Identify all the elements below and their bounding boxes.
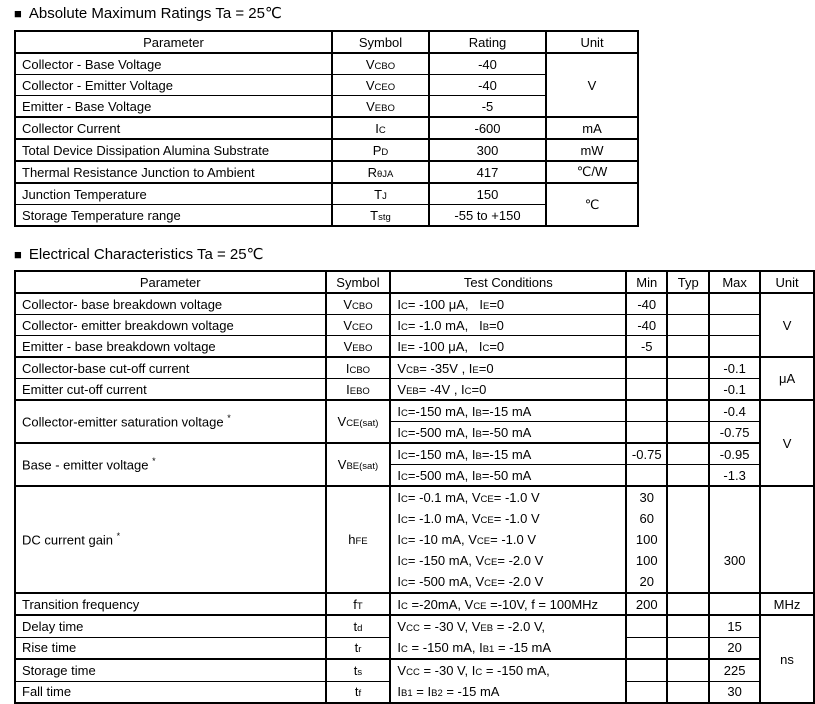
max-cell	[709, 593, 760, 615]
rating-cell: -40	[429, 53, 546, 75]
param-cell: Base - emitter voltage *	[15, 443, 326, 486]
typ-cell	[667, 593, 709, 615]
symbol-cell: tf	[326, 681, 391, 703]
min-cell: -5	[626, 336, 667, 358]
symbol-cell: hFE	[326, 486, 391, 593]
header-parameter: Parameter	[15, 31, 332, 53]
min-line: 100	[635, 532, 658, 547]
rating-cell: -5	[429, 96, 546, 118]
param-cell: Collector- base breakdown voltage	[15, 293, 326, 315]
symbol-cell: IEBO	[326, 379, 391, 401]
section-title-text: Electrical Characteristics Ta = 25℃	[28, 246, 264, 263]
min-cell	[626, 357, 667, 379]
cond-cell: IC= -1.0 mA, IB=0	[390, 315, 626, 336]
symbol-cell: ICBO	[326, 357, 391, 379]
table-row	[15, 117, 638, 139]
table-row	[15, 379, 814, 401]
header-typ: Typ	[667, 271, 709, 293]
max-cell: -1.3	[709, 465, 760, 487]
min-line: 60	[639, 511, 654, 526]
min-cell	[626, 615, 667, 637]
symbol-cell: VCEO	[326, 315, 391, 336]
cond-line: IC= -500 mA, VCE= -2.0 V	[397, 574, 544, 589]
param-cell: Junction Temperature	[15, 183, 332, 205]
cond-cell: IC=-500 mA, IB=-50 mA	[390, 465, 626, 487]
max-cell	[709, 336, 760, 358]
header-max: Max	[709, 271, 760, 293]
cond-cell: IC=-500 mA, IB=-50 mA	[390, 422, 626, 444]
table-row	[15, 443, 814, 465]
max-cell: 30	[709, 681, 760, 703]
symbol-cell: VBE(sat)	[326, 443, 391, 486]
min-cell	[626, 400, 667, 422]
param-cell: Storage time	[15, 659, 326, 681]
section-bullet-icon: ■	[14, 5, 22, 21]
symbol-cell: RθJA	[332, 161, 429, 183]
rating-cell: 300	[429, 139, 546, 161]
cond-cell: IC=-150 mA, IB=-15 mA	[390, 443, 626, 465]
cond-cell	[390, 486, 626, 593]
rating-cell: 417	[429, 161, 546, 183]
unit-cell: ℃/W	[546, 161, 638, 183]
min-line: 100	[635, 553, 658, 568]
param-cell: Storage Temperature range	[15, 205, 332, 227]
cond-line: IC= -150 mA, VCE= -2.0 V	[397, 553, 544, 568]
header-unit: Unit	[760, 271, 814, 293]
min-cell	[626, 486, 667, 593]
table-row	[15, 75, 638, 96]
absolute-maximum-ratings-table	[14, 30, 639, 227]
min-cell	[626, 465, 667, 487]
cond-line: VCC = -30 V, IC = -150 mA,	[397, 663, 550, 678]
table-row	[15, 183, 638, 205]
table-row	[15, 293, 814, 315]
cond-line: VCC = -30 V, VEB = -2.0 V,	[397, 619, 546, 634]
typ-cell	[667, 315, 709, 336]
param-cell: Collector-base cut-off current	[15, 357, 326, 379]
min-cell	[626, 379, 667, 401]
header-symbol: Symbol	[326, 271, 391, 293]
cond-cell	[390, 615, 626, 659]
cond-line: IC= -1.0 mA, VCE= -1.0 V	[397, 511, 540, 526]
param-cell: Emitter - base breakdown voltage	[15, 336, 326, 358]
symbol-cell: VCBO	[332, 53, 429, 75]
symbol-cell: td	[326, 615, 391, 637]
cond-cell: IE= -100 μA, IC=0	[390, 336, 626, 358]
table-row	[15, 205, 638, 227]
table-row	[15, 357, 814, 379]
section-bullet-icon: ■	[14, 246, 22, 262]
param-cell: Collector Current	[15, 117, 332, 139]
cond-line: IC= -0.1 mA, VCE= -1.0 V	[397, 490, 540, 505]
symbol-cell: VCEO	[332, 75, 429, 96]
unit-cell: ns	[760, 615, 814, 703]
param-cell: Collector-emitter saturation voltage *	[15, 400, 326, 443]
param-cell: Thermal Resistance Junction to Ambient	[15, 161, 332, 183]
max-cell: 20	[709, 637, 760, 659]
cond-cell: VCB= -35V , IE=0	[390, 357, 626, 379]
param-cell: Delay time	[15, 615, 326, 637]
table-row-hfe	[15, 486, 814, 593]
max-cell: -0.1	[709, 379, 760, 401]
table-row	[15, 659, 814, 681]
unit-cell: V	[760, 293, 814, 357]
max-cell	[709, 293, 760, 315]
table-row	[15, 139, 638, 161]
table-row	[15, 96, 638, 118]
cond-line: IC= -10 mA, VCE= -1.0 V	[397, 532, 537, 547]
unit-cell: V	[760, 400, 814, 486]
header-test-conditions: Test Conditions	[390, 271, 626, 293]
unit-cell: mW	[546, 139, 638, 161]
symbol-cell: VCBO	[326, 293, 391, 315]
cond-line: IB1 = IB2 = -15 mA	[397, 684, 500, 699]
header-parameter: Parameter	[15, 271, 326, 293]
table-row	[15, 615, 814, 637]
param-cell: Rise time	[15, 637, 326, 659]
rating-cell: -55 to +150	[429, 205, 546, 227]
section-title-absolute-maximum-ratings	[14, 3, 815, 23]
typ-cell	[667, 637, 709, 659]
typ-cell	[667, 422, 709, 444]
unit-cell: MHz	[760, 593, 814, 615]
table-row	[15, 53, 638, 75]
typ-cell	[667, 486, 709, 593]
unit-cell: ℃	[546, 183, 638, 226]
header-symbol: Symbol	[332, 31, 429, 53]
table-header-row	[15, 31, 638, 53]
max-cell	[709, 486, 760, 593]
max-cell: -0.4	[709, 400, 760, 422]
table-row	[15, 315, 814, 336]
unit-cell	[760, 486, 814, 593]
min-cell: -40	[626, 293, 667, 315]
max-cell: 15	[709, 615, 760, 637]
table-row	[15, 161, 638, 183]
cond-cell: IC =-20mA, VCE =-10V, f = 100MHz	[390, 593, 626, 615]
section-title-electrical-characteristics	[14, 244, 815, 264]
symbol-cell: tr	[326, 637, 391, 659]
max-cell: -0.75	[709, 422, 760, 444]
unit-cell: V	[546, 53, 638, 117]
typ-cell	[667, 615, 709, 637]
max-line	[710, 529, 759, 550]
max-line	[710, 508, 759, 529]
min-cell	[626, 422, 667, 444]
cond-cell	[390, 659, 626, 703]
min-cell	[626, 659, 667, 681]
min-cell	[626, 681, 667, 703]
header-min: Min	[626, 271, 667, 293]
min-line: 30	[639, 490, 654, 505]
symbol-cell: VEBO	[326, 336, 391, 358]
typ-cell	[667, 681, 709, 703]
symbol-cell: VEBO	[332, 96, 429, 118]
param-cell: Collector- emitter breakdown voltage	[15, 315, 326, 336]
param-cell: Total Device Dissipation Alumina Substrate	[15, 139, 332, 161]
typ-cell	[667, 659, 709, 681]
rating-cell: 150	[429, 183, 546, 205]
param-cell: Emitter cut-off current	[15, 379, 326, 401]
unit-cell: μA	[760, 357, 814, 400]
rating-cell: -40	[429, 75, 546, 96]
symbol-cell: Tstg	[332, 205, 429, 227]
symbol-cell: VCE(sat)	[326, 400, 391, 443]
symbol-cell: PD	[332, 139, 429, 161]
typ-cell	[667, 293, 709, 315]
max-line	[710, 487, 759, 508]
unit-cell: mA	[546, 117, 638, 139]
max-cell: -0.1	[709, 357, 760, 379]
header-rating: Rating	[429, 31, 546, 53]
typ-cell	[667, 400, 709, 422]
param-cell: Emitter - Base Voltage	[15, 96, 332, 118]
param-cell: Transition frequency	[15, 593, 326, 615]
cond-line: IC = -150 mA, IB1 = -15 mA	[397, 640, 552, 655]
symbol-cell: IC	[332, 117, 429, 139]
table-row	[15, 593, 814, 615]
min-cell: -0.75	[626, 443, 667, 465]
electrical-characteristics-table	[14, 270, 815, 704]
cond-cell: IC=-150 mA, IB=-15 mA	[390, 400, 626, 422]
max-cell: 225	[709, 659, 760, 681]
table-row	[15, 400, 814, 422]
max-cell	[709, 315, 760, 336]
min-cell: 200	[626, 593, 667, 615]
table-header-row	[15, 271, 814, 293]
param-cell: DC current gain *	[15, 486, 326, 593]
min-cell: -40	[626, 315, 667, 336]
param-cell: Collector - Emitter Voltage	[15, 75, 332, 96]
table-row	[15, 336, 814, 358]
header-unit: Unit	[546, 31, 638, 53]
symbol-cell: TJ	[332, 183, 429, 205]
typ-cell	[667, 379, 709, 401]
typ-cell	[667, 336, 709, 358]
cond-cell: VEB= -4V , IC=0	[390, 379, 626, 401]
rating-cell: -600	[429, 117, 546, 139]
symbol-cell: fT	[326, 593, 391, 615]
param-cell: Collector - Base Voltage	[15, 53, 332, 75]
cond-cell: IC= -100 μA, IE=0	[390, 293, 626, 315]
min-cell	[626, 637, 667, 659]
param-cell: Fall time	[15, 681, 326, 703]
max-line	[710, 571, 759, 592]
typ-cell	[667, 465, 709, 487]
max-line: 300	[723, 553, 746, 568]
symbol-cell: ts	[326, 659, 391, 681]
typ-cell	[667, 357, 709, 379]
min-line: 20	[639, 574, 654, 589]
max-cell: -0.95	[709, 443, 760, 465]
section-title-text: Absolute Maximum Ratings Ta = 25℃	[28, 5, 282, 22]
typ-cell	[667, 443, 709, 465]
